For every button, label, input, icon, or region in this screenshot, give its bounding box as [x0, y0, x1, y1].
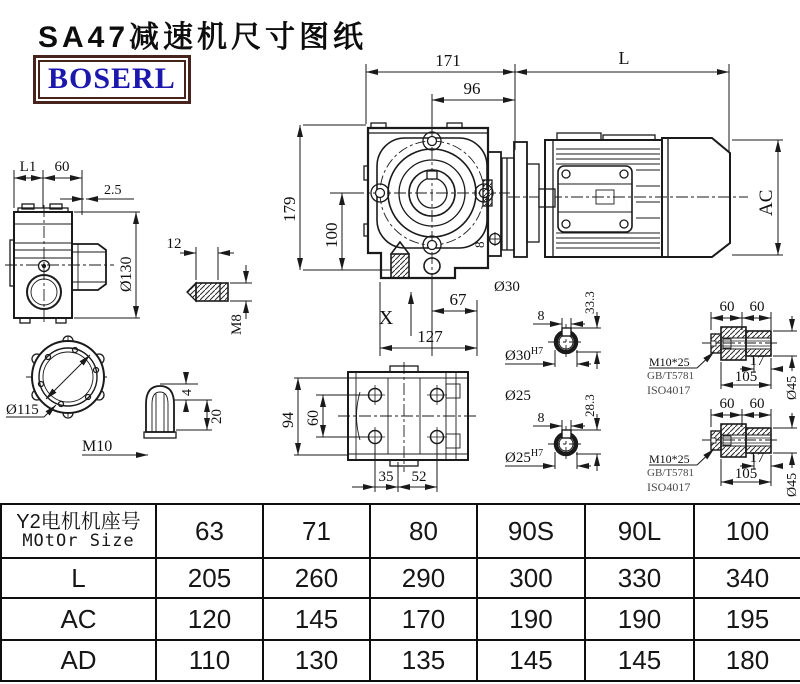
label-dia25: Ø25: [505, 388, 531, 404]
dim-33-3: 33.3: [582, 291, 597, 314]
cell-AD-90L: 145: [585, 640, 694, 681]
dim-179: 179: [280, 196, 299, 222]
label-iso-standard: ISO4017: [647, 480, 691, 494]
page-title: SA47减速机尺寸图纸: [38, 21, 368, 54]
dim-dia115: Ø115: [6, 402, 39, 418]
dim-100: 100: [322, 222, 341, 248]
dim-8-bore30: 8: [537, 309, 545, 324]
cell-L-80: 290: [370, 558, 477, 598]
dim-35: 35: [378, 469, 394, 485]
cell-AC-90S: 190: [477, 598, 585, 640]
cell-AD-63: 110: [156, 640, 263, 681]
dim-127: 127: [417, 327, 443, 346]
keyway-width-label: 8: [472, 241, 487, 248]
motor-size-table: [0, 503, 800, 682]
dim-X: X: [378, 307, 394, 329]
table-row-AD: [1, 640, 800, 681]
dim-60a: 60: [719, 396, 735, 412]
table-row-AC: [1, 598, 800, 640]
col-90S: 90S: [477, 504, 585, 558]
dim-52: 52: [411, 469, 427, 485]
header-motor-size-cn: Y2电机机座号: [16, 510, 141, 533]
flange-detail: [6, 336, 104, 418]
motor-dimensions: [732, 140, 783, 255]
centerlines: [5, 126, 780, 472]
dim-67: 67: [449, 290, 467, 309]
header-motor-size-en: MOtOr Size: [22, 530, 135, 551]
dim-60b: 60: [749, 396, 765, 412]
cell-L-90S: 300: [477, 558, 585, 598]
cell-AD-80: 135: [370, 640, 477, 681]
cell-L-90L: 330: [585, 558, 694, 598]
col-71: 71: [263, 504, 370, 558]
brand-logo-frame: [38, 60, 186, 99]
side-view: [10, 204, 106, 323]
dim-17: 17: [749, 353, 765, 369]
brand-logo-text: BOSERL: [48, 62, 176, 95]
motor-view: [514, 133, 730, 257]
bore-section-30: [505, 291, 601, 369]
header-motor-size: [1, 504, 156, 558]
dim-60-bottom: 60: [305, 410, 322, 426]
cell-AD-90S: 145: [477, 640, 585, 681]
dim-dia45: Ø45: [785, 472, 800, 497]
label-iso-standard: ISO4017: [647, 383, 691, 397]
cell-AC-71: 145: [263, 598, 370, 640]
dim-60-side: 60: [54, 159, 70, 175]
label-bolt-spec: M10*25: [649, 452, 690, 466]
front-view: [364, 123, 514, 278]
cell-AC-90L: 190: [585, 598, 694, 640]
dim-20: 20: [209, 409, 225, 424]
col-63: 63: [156, 504, 263, 558]
row-label-L: L: [1, 558, 156, 598]
dim-L1: L1: [19, 159, 37, 175]
table-row-L: [1, 558, 800, 598]
cell-AC-80: 170: [370, 598, 477, 640]
dim-60b: 60: [749, 299, 765, 315]
dim-dia30: Ø30: [494, 279, 520, 295]
dim-dia130: Ø130: [118, 256, 135, 292]
dim-105: 105: [734, 369, 758, 385]
cell-L-100: 340: [694, 558, 800, 598]
dim-dia45: Ø45: [785, 375, 800, 400]
side-view-dimensions: [14, 159, 140, 318]
table-header-row: [1, 504, 800, 558]
row-label-AD: AD: [1, 640, 156, 681]
cell-AC-100: 195: [694, 598, 800, 640]
cell-L-63: 205: [156, 558, 263, 598]
cell-L-71: 260: [263, 558, 370, 598]
label-bolt-spec: M10*25: [649, 355, 690, 369]
dim-M10: M10: [82, 438, 113, 455]
col-90L: 90L: [585, 504, 694, 558]
m8-bolt-detail: [167, 236, 253, 335]
label-dia30H7: $Ø30^{H7}$: [505, 346, 544, 364]
label-gb-standard: GB/T5781: [647, 370, 695, 382]
dim-105: 105: [734, 466, 758, 482]
label-dia25H7: $Ø25^{H7}$: [505, 448, 544, 466]
shaft-sleeve-detail-1: [647, 299, 800, 400]
cell-AD-71: 130: [263, 640, 370, 681]
bore-section-25: [505, 388, 601, 471]
shaft-sleeve-detail-2: [647, 396, 800, 497]
dim-94: 94: [280, 412, 297, 428]
dim-60a: 60: [719, 299, 735, 315]
dim-17: 17: [749, 450, 765, 466]
dim-L: L: [618, 48, 630, 68]
dim-2-5: 2.5: [104, 183, 122, 198]
cell-AD-100: 180: [694, 640, 800, 681]
dim-96: 96: [463, 79, 481, 98]
cell-AC-63: 120: [156, 598, 263, 640]
dim-4: 4: [180, 389, 195, 396]
dim-12: 12: [166, 236, 182, 252]
dim-8-bore25: 8: [537, 411, 545, 426]
dim-28-3: 28.3: [582, 394, 597, 417]
dim-171: 171: [435, 51, 461, 70]
dim-M8: M8: [229, 314, 245, 335]
col-100: 100: [694, 504, 800, 558]
brand-logo: [33, 55, 191, 104]
dim-AC: AC: [756, 189, 777, 216]
label-gb-standard: GB/T5781: [647, 467, 695, 479]
col-80: 80: [370, 504, 477, 558]
row-label-AC: AC: [1, 598, 156, 640]
